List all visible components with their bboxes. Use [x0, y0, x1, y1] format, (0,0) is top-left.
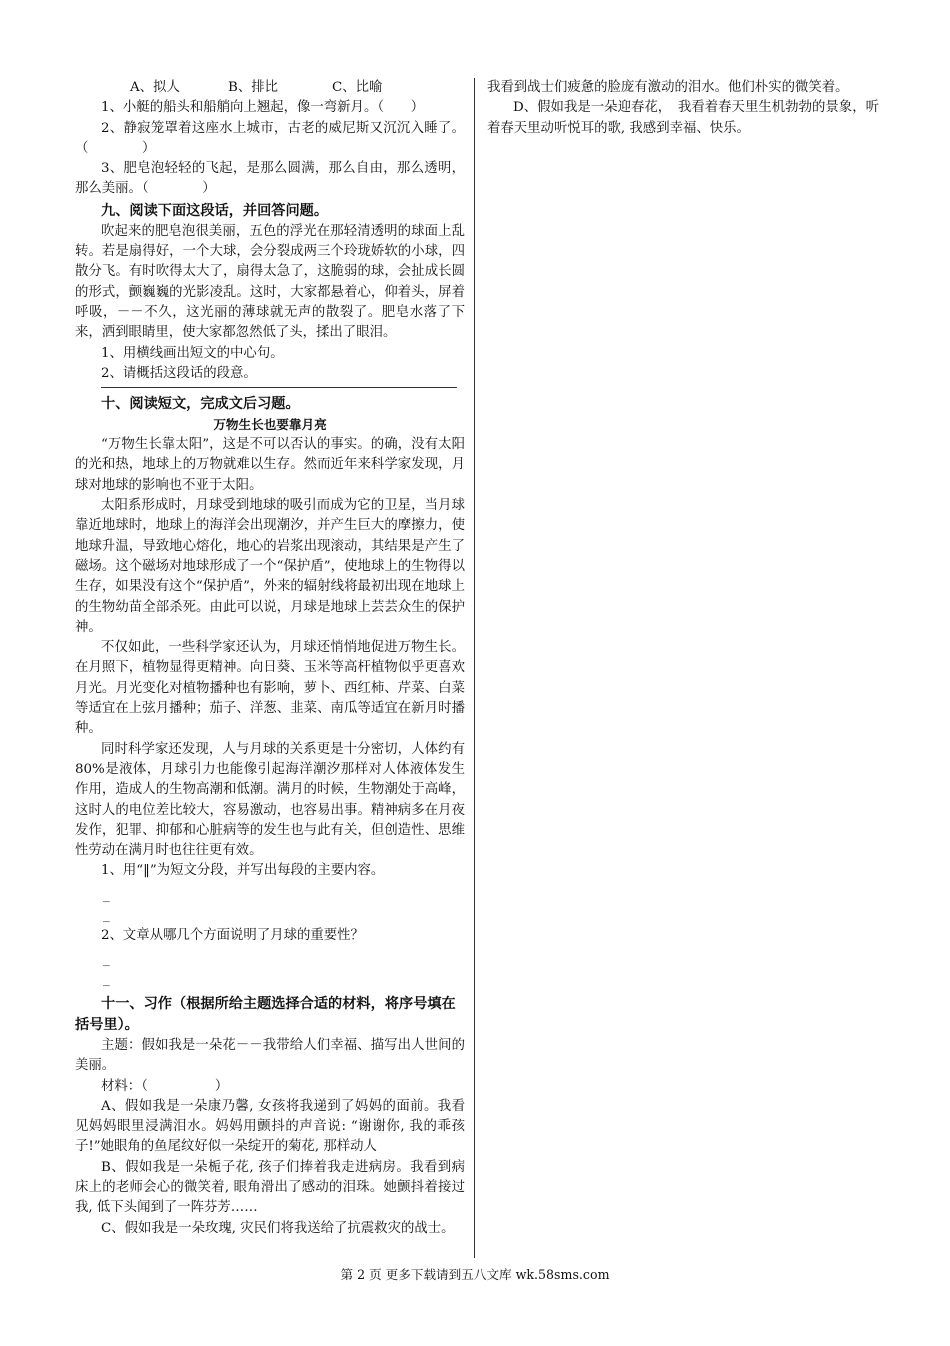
column-divider	[474, 78, 475, 1258]
article-paragraph-4: 同时科学家还发现，人与月球的关系更是十分密切，人体约有80%是液体，月球引力也能像引起海洋潮汐那样对人体液体发生作用，造成人的生物高潮和低潮。满月的时候，生物潮处于高峰，这时人的电位差比较大，容易激动，也容易出事。精神病多在月夜发作，犯罪、抑郁和心脏病等的发生也与此有关，但创造性、思维性劳动在满月时也往往更有效。	[75, 741, 465, 859]
sec8-question-2: 2、静寂笼罩着这座水上城市，古老的威尼斯又沉沉入睡了。（ ）	[75, 120, 465, 156]
material-a: A、假如我是一朵康乃馨, 女孩将我递到了妈妈的面前。我看见妈妈眼里浸满泪水。妈妈用颤抖的声音说: “谢谢你, 我的乖孩子!”她眼角的鱼尾纹好似一朵绽开的菊花, 那样动人	[75, 1098, 465, 1155]
article-paragraph-2: 太阳系形成时，月球受到地球的吸引而成为它的卫星，当月球靠近地球时，地球上的海洋会出现潮汐，并产生巨大的摩擦力，使地球升温，导致地心熔化，地心的岩浆出现滚动，其结果是产生了磁场。这个磁场对地球形成了一个“保护盾”，使地球上的生物得以生存，如果没有这个“保护盾”，外来的辐射线将最初出现在地球上的生物幼苗全部杀死。由此可以说，月球是地球上芸芸众生的保护神。	[75, 498, 465, 635]
sec10-question-1: 1、用“‖”为短文分段，并写出每段的主要内容。	[101, 863, 385, 879]
material-c-continued: 我看到战士们疲惫的脸庞有激动的泪水。他们朴实的微笑着。	[487, 80, 849, 95]
option-a: A、拟人	[130, 80, 180, 95]
answer-blank: _	[103, 887, 110, 903]
answer-line	[101, 387, 457, 388]
right-column	[487, 78, 879, 139]
essay-material: 材料：（ ）	[101, 1078, 229, 1094]
left-column	[75, 78, 465, 1239]
sec11-heading: 十一、习作（根据所给主题选择合适的材料，将序号填在括号里）。	[75, 995, 456, 1033]
sec8-question-3: 3、肥皂泡轻轻的飞起，是那么圆满，那么自由，那么透明，那么美丽。（ ）	[75, 161, 465, 197]
option-b: B、排比	[228, 80, 279, 95]
material-b: B、假如我是一朵栀子花, 孩子们捧着我走进病房。我看到病床上的老师会心的微笑着, 眼角滑出了感动的泪珠。她颤抖着接过我, 低下头闻到了一阵芬芳……	[75, 1159, 465, 1216]
answer-blank: _	[103, 907, 110, 923]
sec9-question-2: 2、请概括这段话的段意。	[101, 365, 257, 381]
essay-theme: 主题：假如我是一朵花－－我带给人们幸福、描写出人世间的美丽。	[75, 1037, 465, 1074]
sec8-question-1: 1、小艇的船头和船艄向上翘起，像一弯新月。（ ）	[101, 100, 425, 116]
material-d: D、假如我是一朵迎春花， 我看着春天里生机勃勃的景象，听着春天里动听悦耳的歌, 我感到幸福、快乐。	[487, 100, 879, 136]
answer-blank: _	[103, 951, 110, 967]
answer-blank: _	[103, 971, 110, 987]
option-c: C、比喻	[332, 80, 383, 95]
sec9-question-1: 1、用横线画出短文的中心句。	[101, 345, 284, 361]
article-paragraph-1: “万物生长靠太阳”，这是不可以否认的事实。的确，没有太阳的光和热，地球上的万物就难以生存。然而近年来科学家发现，月球对地球的影响也不亚于太阳。	[75, 437, 465, 493]
sec10-heading: 十、阅读短文，完成文后习题。	[101, 396, 300, 413]
material-c: C、假如我是一朵玫瑰, 灾民们将我送给了抗震救灾的战士。	[101, 1220, 455, 1236]
sec10-question-2: 2、文章从哪几个方面说明了月球的重要性？	[101, 927, 364, 943]
sec9-passage: 吹起来的肥皂泡很美丽，五色的浮光在那轻清透明的球面上乱转。若是扇得好，一个大球，会分裂成两三个玲珑娇软的小球，四散分飞。有时吹得太大了，扇得太急了，这脆弱的球，会扯成长圆的形式，颤巍巍的光影凌乱。这时，大家都悬着心，仰着头，屏着呼吸，－－不久，这光丽的薄球就无声的散裂了。肥皂水落了下来，洒到眼睛里，使大家都忽然低了头，揉出了眼泪。	[75, 223, 465, 341]
sec9-heading: 九、阅读下面这段话，并回答问题。	[101, 202, 329, 219]
article-paragraph-3: 不仅如此，一些科学家还认为，月球还悄悄地促进万物生长。在月照下，植物显得更精神。向日葵、玉米等高杆植物似乎更喜欢月光。月光变化对植物播种也有影响，萝卜、西红柿、芹菜、白菜等适宜在上弦月播种；茄子、洋葱、韭菜、南瓜等适宜在新月时播种。	[75, 640, 465, 737]
page-footer: 第 2 页 更多下载请到五八文库 wk.58sms.com	[340, 1267, 610, 1282]
rhetoric-options	[75, 78, 465, 98]
article-title: 万物生长也要靠月亮	[213, 417, 327, 433]
